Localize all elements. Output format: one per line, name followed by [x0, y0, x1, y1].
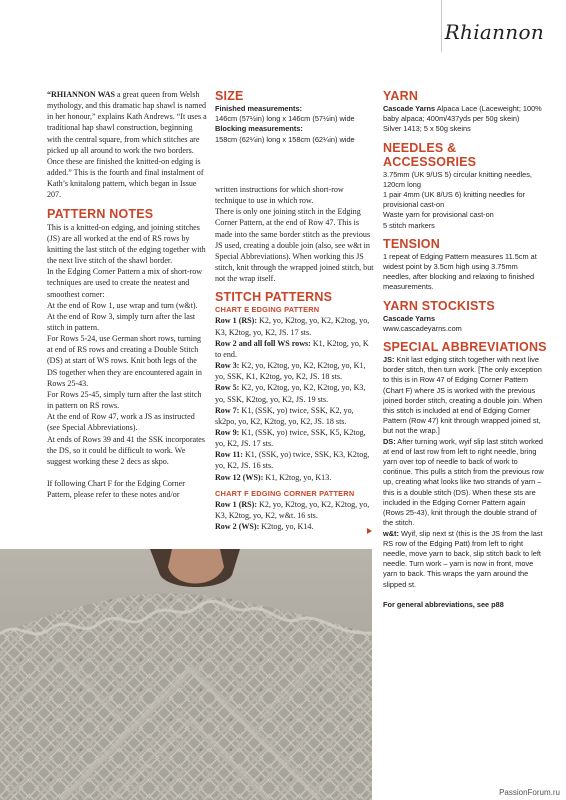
needles-l3: Waste yarn for provisional cast-on [383, 210, 494, 220]
tension-heading: TENSION [383, 236, 440, 251]
chart-e-title: CHART E EDGING PATTERN [215, 305, 320, 315]
notes-p2: In the Edging Corner Pattern a mix of short-row techniques are used to create the neatest and smoothest corner: [47, 267, 203, 299]
needles-l2: 1 pair 4mm (UK 8/US 6) knitting needles for provisional cast-on [383, 190, 526, 210]
yarn-colour: Silver 1413; 5 x 50g skeins [383, 124, 471, 134]
stitch-patterns-heading: STITCH PATTERNS [215, 290, 333, 305]
finished-label: Finished measurements: [215, 104, 303, 113]
col2-p2: There is only one joining stitch in the Edging Corner Pattern, at the end of Row 47. This is made into the same border stitch as the previous JS used, creating a double join (also, see w&t in Special Abbreviations). When working this JS stitch, knit through the wrapped joined stitch, but not the wrap itself. [215, 207, 374, 284]
pattern-row: Row 7: K1, (SSK, yo) twice, SSK, K2, yo, sk2po, yo, K2, K2tog, yo, K2, JS. 18 sts. [215, 405, 354, 426]
pattern-row: Row 2 and all foll WS rows: K1, K2tog, yo, K to end. [215, 338, 369, 359]
page-title: Rhiannon [444, 20, 544, 44]
needles-heading: NEEDLES & ACCESSORIES [383, 140, 477, 169]
notes-p9: If following Chart F for the Edging Corner Pattern, please refer to these notes and/or [47, 479, 185, 500]
pattern-row: Row 1 (RS): K2, yo, K2tog, yo, K2, K2tog, yo, K3, K2tog, yo, K2, w&t. 16 sts. [215, 499, 370, 520]
stockist-url[interactable]: www.cascadeyarns.com [383, 323, 462, 333]
column-middle [215, 184, 375, 532]
notes-p5: For Rows 5-24, use German short rows, turning at end of RS rows and creating a Double Stitch (DS) at start of WS rows. Knit both legs of the DS together when they are encountered again in Rows 25-43. [47, 334, 202, 388]
tension-text: 1 repeat of Edging Pattern measures 11.5cm at widest point by 3.5cm high using 3.75mm needles, after blocking and relaxing to finished measurements. [383, 251, 537, 292]
header-divider [441, 0, 442, 52]
col2-p1: written instructions for which short-row technique to use in which row. [215, 185, 344, 206]
pattern-row: Row 2 (WS): K2tog, yo, K14. [215, 522, 314, 532]
column-right [383, 89, 547, 610]
shawl-photo [0, 549, 372, 800]
shawl-photo-illustration [0, 549, 372, 800]
general-abbreviations-note: For general abbreviations, see p88 [383, 599, 504, 609]
intro-lead: “RHIANNON WAS [47, 90, 116, 99]
blocking-label: Blocking measurements: [215, 124, 303, 134]
intro-text: a great queen from Welsh mythology, and this dramatic hap shawl is named in her honour,” explains Kath Andrews. “It uses a traditional hap shawl construction, beginning with the central square, from which stitches are picked up all around to work the two borders. Once these are finished the knitted-on edging is added.” This is the fourth and final instalment of Kath’s knitalong pattern, which began in Issue 207. [47, 90, 207, 200]
abbr-wt: w&t: Wyif, slip next st (this is the JS from the last RS row of the Edging Patt) from left to right needle, move yarn to back, slip stitch back to left needle. Turn work – yarn is now in front, move yarn to back. This wraps the yarn around the slipped st. [383, 528, 543, 589]
continue-arrow-icon [367, 528, 372, 534]
yarn-heading: YARN [383, 89, 419, 103]
size-heading: SIZE [215, 89, 244, 103]
column-left [47, 89, 207, 500]
pattern-row: Row 12 (WS): K1, K2tog, yo, K13. [215, 472, 332, 482]
abbr-ds: DS: After turning work, wyif slip last stitch worked at end of last row from left to right needle, bring yarn over top of needle to back of work to continue. This pulls a stitch from the previous row up, creating what looks like two strands of yarn – this is a double stitch (DS). When these sts are included in the Edging Corner Pattern again (Rows 25-43), knit through the double strand of the stitch. [383, 436, 544, 528]
intro-paragraph [47, 89, 207, 201]
abbr-js: JS: Knit last edging stitch together with next live border stitch, then turn work. [The only exception to this is in Row 47 of Edging Corner Pattern (Chart F) where JS is worked with the previous joined border stitch, creating a double join. When this stitch is included at end of Edging Corner Pattern (Row 47) knit through wrapped joined st, but not the wrap.] [383, 355, 543, 436]
notes-p1: This is a knitted-on edging, and joining stitches (JS) are all worked at the end of RS rows by knitting the last stitch of the edging together with the next live stitch of the shawl border. [47, 222, 206, 266]
chart-e-rows [215, 315, 375, 482]
yarn-desc: Cascade Yarns Alpaca Lace (Laceweight; 100% baby alpaca; 400m/437yds per 50g skein) [383, 104, 542, 124]
stockist-brand: Cascade Yarns [383, 313, 436, 323]
blocking-value: 158cm (62¼in) long x 158cm (62¼in) wide [215, 134, 355, 144]
chart-f-title: CHART F EDGING CORNER PATTERN [215, 488, 355, 498]
pattern-notes-heading: PATTERN NOTES [47, 206, 154, 221]
watermark: PassionForum.ru [499, 788, 560, 797]
notes-p6: For Rows 25-45, simply turn after the last stitch in pattern on RS rows. [47, 389, 202, 411]
needles-l1: 3.75mm (UK 9/US 5) circular knitting needles, 120cm long [383, 169, 532, 189]
notes-p3: At the end of Row 1, use wrap and turn (w&t). [47, 300, 198, 310]
special-abbreviations-heading: SPECIAL ABBREVIATIONS [383, 340, 547, 355]
size-block [215, 89, 373, 145]
pattern-row: Row 9: K1, (SSK, yo) twice, SSK, K5, K2tog, yo, K2, JS. 17 sts. [215, 427, 366, 449]
notes-p8: At ends of Rows 39 and 41 the SSK incorporates the DS, so it could be difficult to work. We suggest working these 2 decs as skpo. [47, 434, 206, 466]
notes-p7: At the end of Row 47, work a JS as instructed (see Special Abbreviations). [47, 412, 195, 433]
pattern-row: Row 3: K2, yo, K2tog, yo, K2, K2tog, yo, K1, yo, SSK, K1, K2tog, yo, K2, JS. 18 sts. [215, 361, 366, 382]
notes-p4: At the end of Row 3, simply turn after the last stitch in pattern. [47, 311, 196, 332]
pattern-row: Row 1 (RS): K2, yo, K2tog, yo, K2, K2tog, yo, K3, K2tog, yo, K2, JS. 17 sts. [215, 316, 370, 337]
pattern-row: Row 5: K2, yo, K2tog, yo, K2, K2tog, yo, K3, yo, SSK, K2tog, yo, K2, JS. 19 sts. [215, 383, 366, 404]
pattern-row: Row 11: K1, (SSK, yo) twice, SSK, K3, K2tog, yo, K2, JS. 16 sts. [215, 450, 370, 471]
stockists-heading: YARN STOCKISTS [383, 298, 495, 313]
needles-l4: 5 stitch markers [383, 220, 435, 230]
finished-value: 146cm (57½in) long x 146cm (57½in) wide [215, 114, 355, 124]
